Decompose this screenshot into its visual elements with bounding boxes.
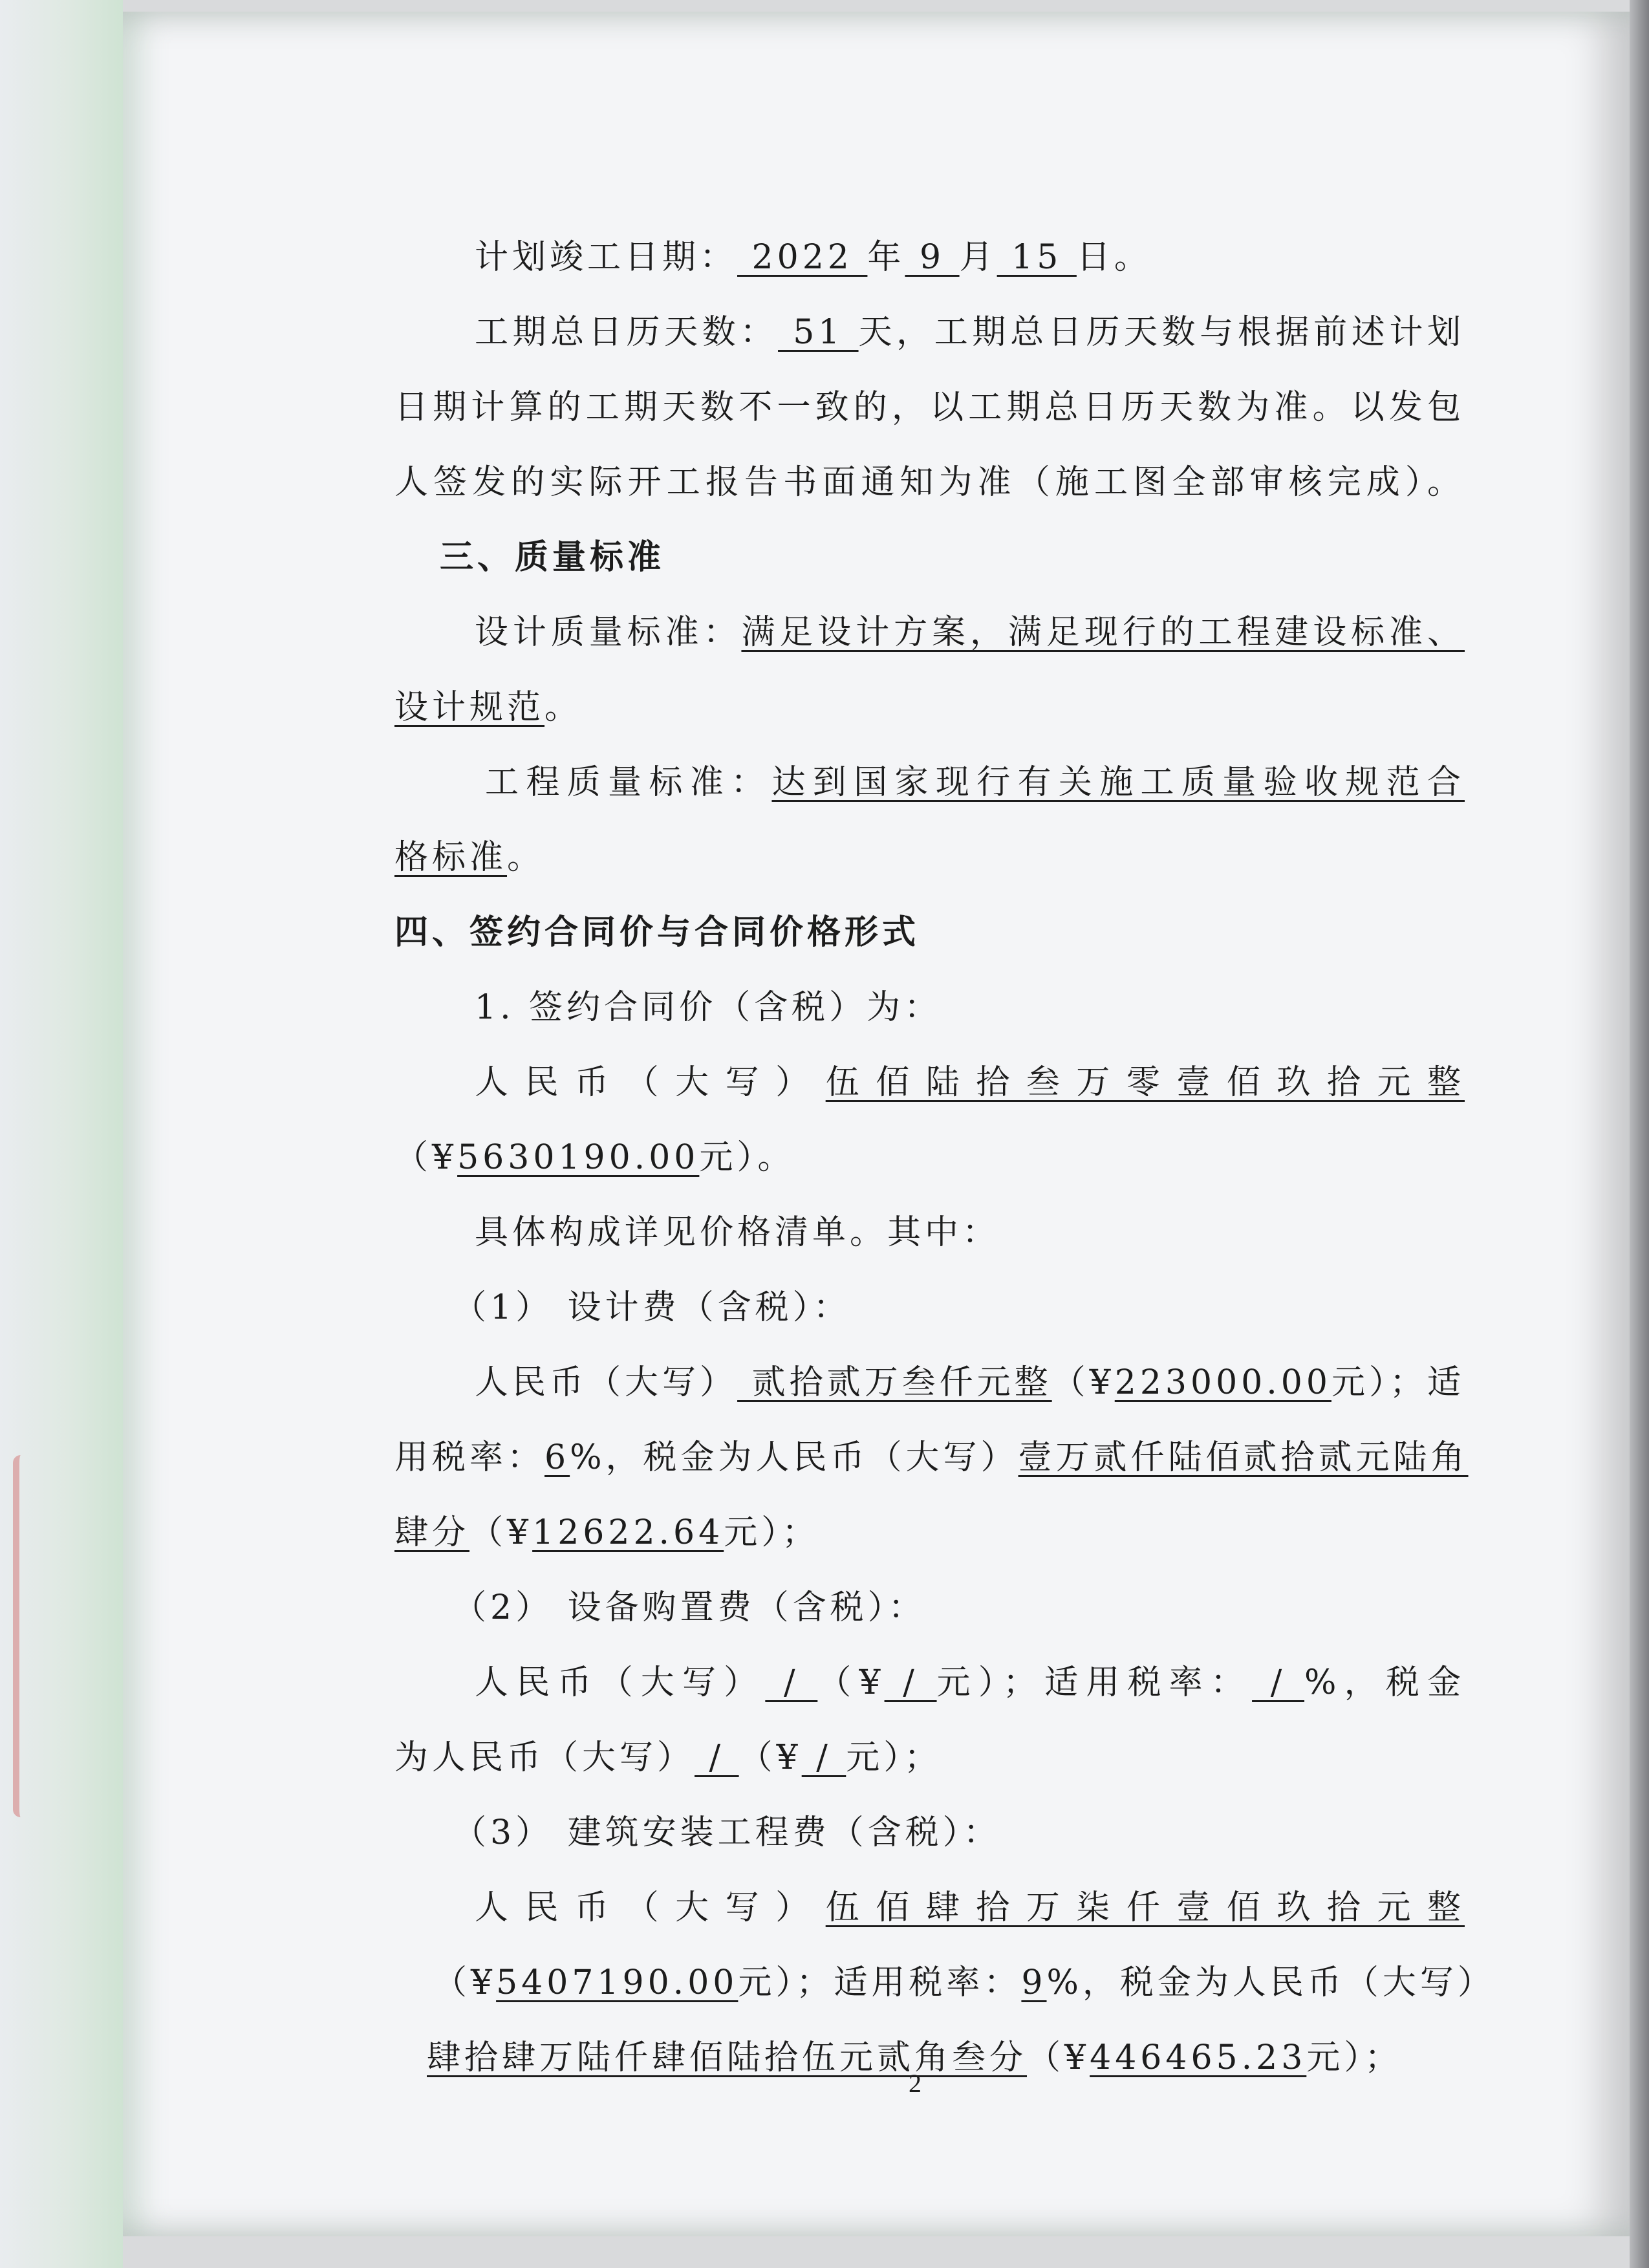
label: （¥ <box>817 1663 885 1702</box>
tax-rate: 6 <box>544 1438 570 1477</box>
design-fee-tax-line-2 <box>394 1495 1465 1570</box>
punctuation: 。 <box>544 688 583 727</box>
label: 元）； <box>846 1738 942 1777</box>
amount-words: 伍佰陆拾叁万零壹佰玖拾元整 <box>825 1063 1465 1102</box>
construction-quality-line-2 <box>394 820 1465 895</box>
amount-words: / <box>765 1663 818 1702</box>
completion-date-line <box>394 220 1465 295</box>
label: （¥ <box>433 1963 497 2002</box>
equipment-fee-heading: （2） 设备购置费（含税）： <box>453 1588 926 1627</box>
tax-words: 肆分 <box>394 1513 470 1552</box>
construction-fee-heading: （3） 建筑安装工程费（含税）： <box>453 1813 1001 1852</box>
label: %，税金 <box>1304 1663 1465 1702</box>
text: 天，工期总日历天数与根据前述计划 <box>858 313 1465 352</box>
design-fee-line <box>394 1345 1465 1420</box>
section-heading-quality: 三、质量标准 <box>440 538 665 577</box>
tax-rate: / <box>1252 1663 1305 1702</box>
amount-figure: 5407190.00 <box>496 1963 738 2002</box>
tax-figure: 12622.64 <box>532 1513 724 1552</box>
label: （¥ <box>394 1138 458 1177</box>
label: 元）。 <box>699 1138 795 1177</box>
label: 人民币（大写） <box>475 1663 766 1702</box>
label: 工程质量标准： <box>485 763 772 802</box>
label: %，税金为人民币（大写） <box>1046 1963 1495 2002</box>
amount-words: 伍佰肆拾万柒仟壹佰玖拾元整 <box>825 1888 1465 1927</box>
equipment-fee-tax-line <box>394 1720 1465 1795</box>
label: （¥ <box>1051 1363 1115 1402</box>
construction-fee-line <box>394 1870 1465 1945</box>
construction-quality-line <box>394 745 1465 820</box>
label: （¥ <box>1027 2038 1090 2077</box>
scan-margin-right <box>1630 0 1649 2268</box>
total-days-line <box>394 295 1465 370</box>
label: 元）；适用税率： <box>738 1963 1022 2002</box>
label: 工期总日历天数： <box>475 313 779 352</box>
label: 元）； <box>1306 2038 1403 2077</box>
tax-figure: 446465.23 <box>1090 2038 1307 2077</box>
amount-figure: 5630190.00 <box>457 1138 700 1177</box>
breakdown-intro: 具体构成详见价格清单。其中： <box>475 1213 1000 1252</box>
contract-price-words <box>394 1045 1465 1120</box>
label: 为人民币（大写） <box>394 1738 695 1777</box>
contract-price-label: 1. 签约合同价（含税）为： <box>475 988 942 1027</box>
design-fee-heading: （1） 设计费（含税）： <box>453 1288 851 1327</box>
design-quality-value: 满足设计方案，满足现行的工程建设标准、 <box>741 613 1465 652</box>
month-value: 9 <box>905 238 960 277</box>
amount-figure: 223000.00 <box>1114 1363 1331 1402</box>
label: 元）；适 <box>1331 1363 1465 1402</box>
equipment-fee-line <box>394 1645 1465 1720</box>
page-number: 2 <box>909 2069 921 2098</box>
tax-figure: / <box>801 1738 846 1777</box>
red-seal-stamp-edge <box>13 1455 116 1817</box>
label: %，税金为人民币（大写） <box>570 1438 1018 1477</box>
paragraph-line: 人签发的实际开工报告书面通知为准（施工图全部审核完成）。 <box>394 463 1465 502</box>
tax-words: 壹万贰仟陆佰贰拾贰元陆角 <box>1018 1438 1469 1477</box>
amount-figure: / <box>884 1663 937 1702</box>
construction-fee-figure-line <box>394 1945 1495 2020</box>
label: 用税率： <box>394 1438 545 1477</box>
construction-fee-tax-line <box>394 2020 1465 2095</box>
label: 月 <box>959 238 997 277</box>
tax-rate: 9 <box>1021 1963 1047 2002</box>
design-quality-line-2 <box>394 670 1465 745</box>
section-heading-contract-price: 四、签约合同价与合同价格形式 <box>394 913 920 952</box>
tax-words: 肆拾肆万陆仟肆佰陆拾伍元贰角叁分 <box>427 2038 1028 2077</box>
tax-words: / <box>695 1738 739 1777</box>
design-quality-line <box>394 595 1465 670</box>
label: 人民币（大写） <box>475 1888 826 1927</box>
label: （¥ <box>738 1738 802 1777</box>
construction-quality-value: 格标准 <box>394 838 508 877</box>
day-value: 15 <box>997 238 1077 277</box>
punctuation: 。 <box>507 838 545 877</box>
amount-words: 贰拾贰万叁仟元整 <box>737 1363 1052 1402</box>
construction-quality-value: 达到国家现行有关施工质量验收规范合 <box>771 763 1465 802</box>
label: 人民币（大写） <box>475 1063 826 1102</box>
label: 计划竣工日期： <box>475 238 738 277</box>
days-value: 51 <box>778 313 859 352</box>
design-quality-value: 设计规范 <box>394 688 545 727</box>
paragraph-line: 日期计算的工期天数不一致的，以工期总日历天数为准。以发包 <box>394 388 1465 427</box>
label: 元）；适用税率： <box>936 1663 1253 1702</box>
label: 日。 <box>1076 238 1152 277</box>
scan-margin-left <box>0 0 123 2268</box>
year-value: 2022 <box>737 238 868 277</box>
contract-price-figure <box>394 1120 1465 1195</box>
document-body <box>394 220 1495 2095</box>
design-fee-tax-line <box>394 1420 1469 1495</box>
label: 设计质量标准： <box>475 613 742 652</box>
label: （¥ <box>469 1513 533 1552</box>
label: 元）； <box>724 1513 820 1552</box>
label: 年 <box>867 238 905 277</box>
label: 人民币（大写） <box>475 1363 738 1402</box>
